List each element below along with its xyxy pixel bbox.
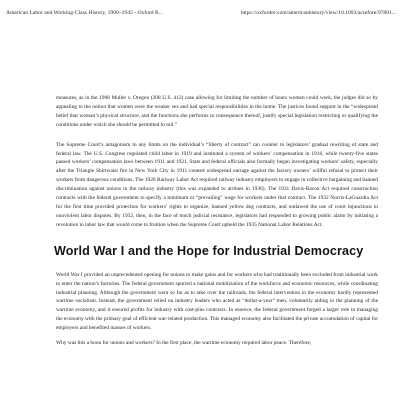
page-url[interactable]: https://oxfordre.com/americanhistory/view/10.1093/acrefore/97801... bbox=[240, 10, 396, 16]
print-header bbox=[6, 10, 396, 17]
paragraph: The Supreme Court’s antagonism to any limits on the individual’s “liberty of contract” ran counter to legislators’ gradual rewriting of state and federal law. The U.S. Congress regulated child labor in 1919 and instituted a system of workers’ compensation in 1916, while twenty-five states passed workers’ compensation laws between 1911 and 1921. State and federal officials also formally began investigating workers’ safety, especially after the Triangle Shirtwaist fire in New York City in 1911 created widespread outrage against the factory owners’ willful refusal to protect their workers from dangerous conditions. The 1926 Railway Labor Act required railway industry employers to engage in collective bargaining and banned discrimination against unions in the railway industry (this was expanded to airlines in 1936). The 1931 Davis-Bacon Act required construction contracts with the federal government to specify a minimum or “prevailing” wage for workers under that contract. The 1932 Norris-LaGuardia Act for the first time provided protection for workers’ rights to organize, banned yellow dog contracts, and outlawed the use of court injunctions in nonviolent labor disputes. By 1932, then, in the face of much judicial resistance, legislators had responded to growing public alarm by initiating a revolution in labor law that would come to fruition when the Supreme Court upheld the 1935 National Labor Relations Act. bbox=[56, 141, 378, 228]
article-body bbox=[56, 94, 378, 354]
paragraph: measures, as in the 1908 Muller v. Oregon (208 U.S. 412) case allowing for limiting the number of hours women could work, the judges did so by appealing to the notion that women were the weaker sex and had special responsibilities in the home. The justices found support in the “widespread belief that woman’s physical structure, and the functions she performs in consequence thereof, justify special legislation restricting or qualifying the conditions under which she should be permitted to toil.” bbox=[56, 95, 378, 128]
section-heading: World War I and the Hope for Industrial Democracy bbox=[54, 243, 364, 258]
paragraph: World War I provided an unprecedented opening for unions to make gains and for workers who had traditionally been excluded from industrial work to enter the nation’s factories. The federal government spurred a national mobilization of the workforce and economic resources, while coordinating industrial planning. Although the government went so far as to take over the railroads, the federal intervention in the economy hardly represented wartime socialism. Instead, the government relied on industry leaders who acted as “dollar-a-year” men, voluntarily aiding in the planning of the wartime economy, and it ensured profits for industry with cost-plus contracts. In essence, the federal government forged a larger role in managing the economy with the primary goal of efficient war-related production. This managed economy also facilitated the private accumulation of capital for employers and benefited masses of workers. bbox=[56, 271, 378, 332]
paragraph: Why was this a boon for unions and workers? In the first place, the wartime economy required labor peace. Therefore, bbox=[56, 340, 312, 347]
page-title: American Labor and Working-Class History, 1900–1945 - Oxford R... bbox=[6, 10, 163, 16]
